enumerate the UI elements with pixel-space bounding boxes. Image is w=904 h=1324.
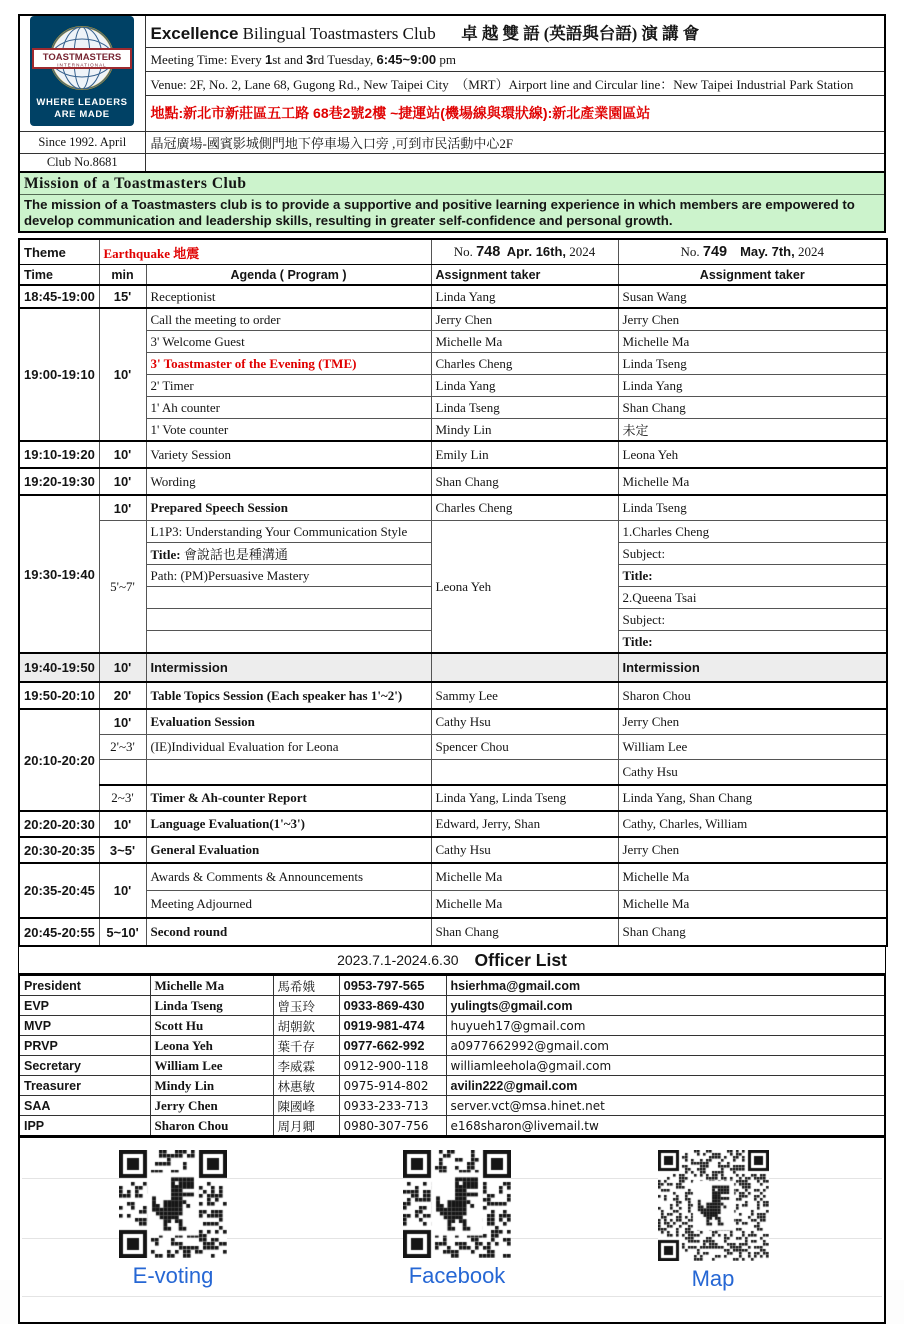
duration-cell: 10' (99, 863, 146, 918)
agenda-row (19, 397, 887, 419)
officer-phone-cell: 0975-914-802 (339, 1076, 446, 1096)
officer-phone-cell: 0912-900-118 (339, 1056, 446, 1076)
assignment-taker-cell: Title: (618, 565, 887, 587)
agenda-row (19, 918, 887, 946)
agenda-item-cell (146, 631, 431, 654)
officer-table (18, 974, 886, 1137)
col-header-min: min (99, 265, 146, 286)
officer-name-cell: Scott Hu (150, 1016, 273, 1036)
agenda-row (19, 285, 887, 308)
parking-note: 晶冠廣場-國賓影城側門地下停車場入口旁 ,可到市民活動中心2F (145, 132, 885, 154)
officer-email-cell: a0977662992@gmail.com (446, 1036, 885, 1056)
officer-email-cell: e168sharon@livemail.tw (446, 1116, 885, 1137)
time-cell: 19:00-19:10 (19, 308, 99, 441)
assignment-taker-cell: Linda Yang (431, 375, 618, 397)
text-segment: No. (453, 244, 477, 260)
agenda-row (19, 709, 887, 735)
agenda-row (19, 495, 887, 521)
mission-section (18, 173, 886, 233)
gridline (22, 1296, 882, 1297)
officer-row (19, 996, 885, 1016)
assignment-taker-cell: Charles Cheng (431, 353, 618, 375)
officer-chinese-name-cell: 李威霖 (273, 1056, 339, 1076)
assignment-taker-cell: Subject: (618, 543, 887, 565)
text-segment: pm (436, 51, 456, 67)
agenda-row (19, 811, 887, 837)
officer-email-cell: hsierhma@gmail.com (446, 975, 885, 996)
assignment-taker-cell: Jerry Chen (618, 837, 887, 863)
officer-phone-cell: 0919-981-474 (339, 1016, 446, 1036)
logo-tagline-2: ARE MADE (54, 109, 110, 120)
officer-role-cell: PRVP (19, 1036, 150, 1056)
officer-email-cell: huyueh17@gmail.com (446, 1016, 885, 1036)
agenda-item-cell: Timer & Ah-counter Report (146, 785, 431, 811)
text-segment: May. 7th, (740, 244, 795, 260)
agenda-row (19, 468, 887, 495)
duration-cell: 5'~7' (99, 521, 146, 654)
text-segment: 會說話也是種溝通 (183, 547, 288, 563)
officer-phone-cell: 0977-662-992 (339, 1036, 446, 1056)
assignment-taker-cell: Linda Yang, Linda Tseng (431, 785, 618, 811)
time-cell: 18:45-19:00 (19, 285, 99, 308)
duration-cell: 15' (99, 285, 146, 308)
officer-phone-cell: 0933-869-430 (339, 996, 446, 1016)
officer-role-cell: MVP (19, 1016, 150, 1036)
club-number: Club No.8681 (19, 154, 145, 173)
logo-tagline-1: WHERE LEADERS (36, 97, 128, 108)
duration-cell: 2'~3' (99, 735, 146, 760)
text-segment: Apr. 16th, (506, 244, 567, 260)
facebook-qr-code (403, 1150, 511, 1258)
qr-section (18, 1137, 886, 1324)
text-segment: Bilingual Toastmasters Club (238, 23, 436, 43)
assignment-taker-cell: Michelle Ma (431, 891, 618, 919)
text-segment: 6:45~9:00 (376, 51, 437, 67)
col-header-time: Time (19, 265, 99, 286)
meeting-time (145, 48, 885, 72)
mission-text: The mission of a Toastmasters club is to provide a supportive and positive learning experience in which members are empowered to develop communication and leadership skills, resulting in greater self-confidence and personal growth. (24, 197, 855, 228)
officer-phone-cell: 0933-233-713 (339, 1096, 446, 1116)
venue-line: Venue: 2F, No. 2, Lane 68, Gugong Rd., New Taipei City （MRT）Airport line and Circular line：New Taipei Industrial Park Station (145, 71, 885, 95)
agenda-item-cell: Language Evaluation(1'~3') (146, 811, 431, 837)
assignment-taker-cell: Shan Chang (431, 468, 618, 495)
agenda-item-cell: Awards & Comments & Announcements (146, 863, 431, 891)
agenda-item-cell (146, 587, 431, 609)
time-cell: 19:50-20:10 (19, 682, 99, 709)
officer-row (19, 1076, 885, 1096)
time-cell: 19:10-19:20 (19, 441, 99, 468)
assignment-taker-cell: 2.Queena Tsai (618, 587, 887, 609)
time-cell: 20:10-20:20 (19, 709, 99, 811)
assignment-taker-cell: William Lee (618, 735, 887, 760)
assignment-taker-cell: 1.Charles Cheng (618, 521, 887, 543)
page-title (145, 15, 885, 48)
col-header-taker-748: Assignment taker (431, 265, 618, 286)
col-header-taker-749: Assignment taker (618, 265, 887, 286)
duration-cell (99, 760, 146, 786)
evoting-qr-code (119, 1150, 227, 1258)
assignment-taker-cell: Charles Cheng (431, 495, 618, 521)
officer-row (19, 1016, 885, 1036)
map-qr-code (658, 1150, 769, 1261)
agenda-row (19, 735, 887, 760)
officer-name-cell: Michelle Ma (150, 975, 273, 996)
since-label: Since 1992. April (19, 132, 145, 154)
text-segment: st and (272, 51, 307, 67)
assignment-taker-cell: Cathy Hsu (618, 760, 887, 786)
officer-chinese-name-cell: 胡朝欽 (273, 1016, 339, 1036)
agenda-item-cell: Wording (146, 468, 431, 495)
officer-chinese-name-cell: 葉千存 (273, 1036, 339, 1056)
theme-label: Theme (19, 239, 99, 265)
time-cell: 20:20-20:30 (19, 811, 99, 837)
assignment-taker-cell: 未定 (618, 419, 887, 442)
agenda-item-cell: 1' Vote counter (146, 419, 431, 442)
evoting-link[interactable]: E-voting (132, 1263, 214, 1289)
assignment-taker-cell: Jerry Chen (618, 308, 887, 331)
sheet-content (18, 14, 886, 1324)
text-segment: 3 (306, 51, 314, 67)
text-segment: 1 (264, 51, 273, 67)
time-cell: 19:40-19:50 (19, 653, 99, 682)
agenda-row (19, 331, 887, 353)
map-link[interactable]: Map (691, 1266, 735, 1292)
officer-role-cell: Secretary (19, 1056, 150, 1076)
text-segment: Excellence (150, 23, 239, 43)
agenda-item-cell: 2' Timer (146, 375, 431, 397)
agenda-header-row (19, 265, 887, 286)
officer-row (19, 1096, 885, 1116)
assignment-taker-cell: Jerry Chen (431, 308, 618, 331)
officer-chinese-name-cell: 周月卿 (273, 1116, 339, 1137)
text-segment: 749 (702, 244, 728, 261)
assignment-taker-cell: Jerry Chen (618, 709, 887, 735)
qr-item-facebook (382, 1150, 532, 1289)
officer-row (19, 1056, 885, 1076)
assignment-taker-cell: Title: (618, 631, 887, 654)
qr-item-map (638, 1150, 788, 1292)
assignment-taker-cell: Shan Chang (431, 918, 618, 946)
assignment-taker-cell: Cathy, Charles, William (618, 811, 887, 837)
toastmasters-logo (19, 15, 145, 132)
location-zh-line: 地點:新北市新莊區五工路 68巷2號2樓 ~捷運站(機場線與環狀線):新北產業園區站 (145, 95, 885, 131)
officer-row (19, 1116, 885, 1137)
assignment-taker-cell: Subject: (618, 609, 887, 631)
logo-sub: INTERNATIONAL (57, 62, 107, 68)
agenda-item-cell: 3' Welcome Guest (146, 331, 431, 353)
officer-chinese-name-cell: 馬希娥 (273, 975, 339, 996)
agenda-row (19, 837, 887, 863)
assignment-taker-cell: Michelle Ma (618, 331, 887, 353)
agenda-item-cell: 3' Toastmaster of the Evening (TME) (146, 353, 431, 375)
agenda-item-cell: Variety Session (146, 441, 431, 468)
text-segment: No. (680, 244, 703, 260)
officer-email-cell: yulingts@gmail.com (446, 996, 885, 1016)
assignment-taker-cell: Cathy Hsu (431, 709, 618, 735)
text-segment: Title: (150, 547, 184, 563)
officer-chinese-name-cell: 陳國峰 (273, 1096, 339, 1116)
time-cell: 19:30-19:40 (19, 495, 99, 653)
assignment-taker-cell: Cathy Hsu (431, 837, 618, 863)
agenda-row (19, 863, 887, 891)
assignment-taker-cell: Michelle Ma (431, 863, 618, 891)
officer-list-header (18, 947, 886, 974)
agenda-item-cell (146, 543, 431, 565)
theme-value: Earthquake 地震 (99, 239, 431, 265)
duration-cell: 10' (99, 811, 146, 837)
officer-period: 2023.7.1-2024.6.30 (337, 952, 459, 969)
toastmasters-logo-icon (30, 16, 134, 126)
agenda-row (19, 353, 887, 375)
text-segment (436, 24, 462, 43)
time-cell: 19:20-19:30 (19, 468, 99, 495)
officer-row (19, 1036, 885, 1056)
col-header-agenda: Agenda ( Program ) (146, 265, 431, 286)
text-segment: 748 (476, 244, 501, 261)
text-segment (727, 244, 740, 259)
agenda-item-cell: Receptionist (146, 285, 431, 308)
text-segment: Meeting Time: Every (150, 51, 265, 67)
text-segment: 2024 (794, 244, 824, 260)
officer-name-cell: Sharon Chou (150, 1116, 273, 1137)
assignment-taker-cell: Edward, Jerry, Shan (431, 811, 618, 837)
assignment-taker-cell (431, 760, 618, 786)
officer-role-cell: Treasurer (19, 1076, 150, 1096)
agenda-item-cell: Prepared Speech Session (146, 495, 431, 521)
assignment-taker-cell: Michelle Ma (431, 331, 618, 353)
officer-name-cell: Mindy Lin (150, 1076, 273, 1096)
assignment-taker-cell: Michelle Ma (618, 891, 887, 919)
agenda-item-cell: 1' Ah counter (146, 397, 431, 419)
assignment-taker-cell: Mindy Lin (431, 419, 618, 442)
assignment-taker-cell: Shan Chang (618, 918, 887, 946)
text-segment: 2024 (566, 244, 596, 260)
assignment-taker-cell (431, 653, 618, 682)
officer-chinese-name-cell: 林惠敏 (273, 1076, 339, 1096)
club-header-table (18, 14, 886, 173)
text-segment: 卓 越 雙 語 (英語與台語) 演 講 會 (461, 23, 700, 43)
duration-cell: 10' (99, 653, 146, 682)
mission-title: Mission of a Toastmasters Club (20, 173, 884, 195)
assignment-taker-cell: Linda Yang (618, 375, 887, 397)
assignment-taker-cell: Spencer Chou (431, 735, 618, 760)
agenda-row (19, 891, 887, 919)
assignment-taker-cell: Leona Yeh (618, 441, 887, 468)
agenda-item-cell: Path: (PM)Persuasive Mastery (146, 565, 431, 587)
officer-chinese-name-cell: 曾玉玲 (273, 996, 339, 1016)
duration-cell: 2~3' (99, 785, 146, 811)
text-segment: rd Tuesday, (313, 51, 377, 67)
officer-name-cell: Leona Yeh (150, 1036, 273, 1056)
facebook-link[interactable]: Facebook (408, 1263, 506, 1289)
assignment-taker-cell: Sharon Chou (618, 682, 887, 709)
intermission-cell: Intermission (146, 653, 431, 682)
time-cell: 20:35-20:45 (19, 863, 99, 918)
officer-name-cell: Jerry Chen (150, 1096, 273, 1116)
agenda-item-cell: Evaluation Session (146, 709, 431, 735)
session-749-date (618, 239, 887, 265)
time-cell: 20:30-20:35 (19, 837, 99, 863)
agenda-table (18, 238, 888, 947)
duration-cell: 10' (99, 441, 146, 468)
assignment-taker-cell: Shan Chang (618, 397, 887, 419)
agenda-item-cell (146, 609, 431, 631)
agenda-row (19, 653, 887, 682)
officer-email-cell: server.vct@msa.hinet.net (446, 1096, 885, 1116)
officer-role-cell: EVP (19, 996, 150, 1016)
agenda-row (19, 785, 887, 811)
agenda-row (19, 682, 887, 709)
assignment-taker-cell: Linda Tseng (618, 353, 887, 375)
agenda-item-cell (146, 760, 431, 786)
assignment-taker-cell: Leona Yeh (431, 521, 618, 654)
duration-cell: 10' (99, 709, 146, 735)
assignment-taker-cell: Linda Yang, Shan Chang (618, 785, 887, 811)
duration-cell: 3~5' (99, 837, 146, 863)
agenda-row (19, 521, 887, 543)
intermission-cell: Intermission (618, 653, 887, 682)
agenda-item-cell: General Evaluation (146, 837, 431, 863)
assignment-taker-cell: Linda Yang (431, 285, 618, 308)
officer-phone-cell: 0980-307-756 (339, 1116, 446, 1137)
duration-cell: 10' (99, 308, 146, 441)
qr-item-evoting (98, 1150, 248, 1289)
agenda-item-cell: Table Topics Session (Each speaker has 1'~2') (146, 682, 431, 709)
officer-name-cell: William Lee (150, 1056, 273, 1076)
officer-list-title: Officer List (474, 949, 567, 970)
agenda-item-cell: (IE)Individual Evaluation for Leona (146, 735, 431, 760)
agenda-row (19, 375, 887, 397)
agenda-item-cell: Call the meeting to order (146, 308, 431, 331)
agenda-row (19, 760, 887, 786)
logo-banner (33, 49, 131, 68)
empty-cell (145, 154, 885, 173)
agenda-item-cell: Meeting Adjourned (146, 891, 431, 919)
assignment-taker-cell: Sammy Lee (431, 682, 618, 709)
officer-email-cell: avilin222@gmail.com (446, 1076, 885, 1096)
duration-cell: 5~10' (99, 918, 146, 946)
time-cell: 20:45-20:55 (19, 918, 99, 946)
officer-email-cell: williamleehola@gmail.com (446, 1056, 885, 1076)
agenda-row (19, 441, 887, 468)
officer-row (19, 975, 885, 996)
officer-role-cell: IPP (19, 1116, 150, 1137)
session-748-date (431, 239, 618, 265)
duration-cell: 20' (99, 682, 146, 709)
assignment-taker-cell: Emily Lin (431, 441, 618, 468)
duration-cell: 10' (99, 468, 146, 495)
logo-name: TOASTMASTERS (43, 52, 122, 63)
assignment-taker-cell: Michelle Ma (618, 863, 887, 891)
agenda-item-cell: Second round (146, 918, 431, 946)
officer-name-cell: Linda Tseng (150, 996, 273, 1016)
officer-role-cell: SAA (19, 1096, 150, 1116)
assignment-taker-cell: Linda Tseng (431, 397, 618, 419)
agenda-item-cell: L1P3: Understanding Your Communication Style (146, 521, 431, 543)
assignment-taker-cell: Susan Wang (618, 285, 887, 308)
assignment-taker-cell: Linda Tseng (618, 495, 887, 521)
officer-phone-cell: 0953-797-565 (339, 975, 446, 996)
officer-role-cell: President (19, 975, 150, 996)
agenda-row (19, 419, 887, 442)
duration-cell: 10' (99, 495, 146, 521)
theme-row (19, 239, 887, 265)
agenda-row (19, 308, 887, 331)
assignment-taker-cell: Michelle Ma (618, 468, 887, 495)
